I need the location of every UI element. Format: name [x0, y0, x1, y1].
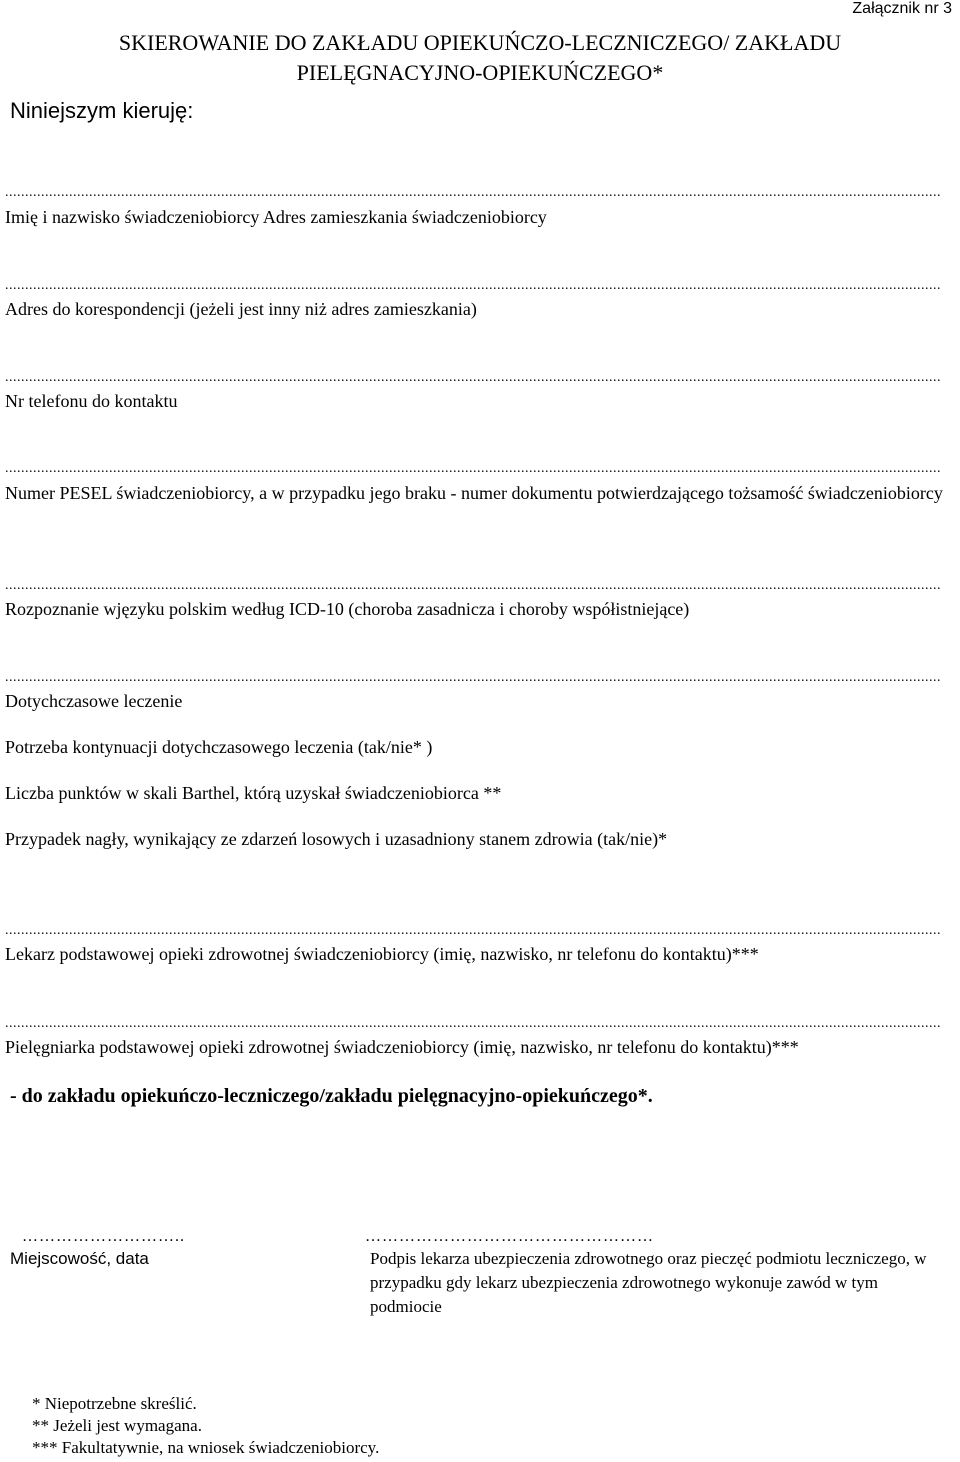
treatment-label: Dotychczasowe leczenie	[5, 691, 183, 711]
diagnosis-label: Rozpoznanie wjęzyku polskim według ICD-10 (choroba zasadnicza i choroby współistniejące)	[5, 599, 690, 619]
footnote-1: * Niepotrzebne skreślić.	[32, 1394, 197, 1413]
place-date-input-line[interactable]: ………………………..	[22, 1228, 185, 1245]
continuation-label: Potrzeba kontynuacji dotychczasowego leczenia (tak/nie* )	[5, 737, 433, 757]
emergency-label: Przypadek nagły, wynikający ze zdarzeń losowych i uzasadniony stanem zdrowia (tak/nie)*	[5, 829, 668, 849]
footnote-3: *** Fakultatywnie, na wniosek świadczeniobiorcy.	[32, 1438, 380, 1457]
diagnosis-input-line[interactable]: ..........................................................................................................................................................................................................................................	[5, 580, 941, 592]
gp-label: Lekarz podstawowej opieki zdrowotnej świadczeniobiorcy (imię, nazwisko, nr telefonu do kontaktu)***	[5, 944, 759, 964]
signature-input-line[interactable]: ……………………………………………	[365, 1228, 654, 1245]
name-address-label: Imię i nazwisko świadczeniobiorcy Adres zamieszkania świadczeniobiorcy	[5, 207, 547, 227]
form-title-line-1: SKIEROWANIE DO ZAKŁADU OPIEKUŃCZO-LECZNICZEGO/ ZAKŁADU	[118, 30, 842, 55]
nurse-label: Pielęgniarka podstawowej opieki zdrowotnej świadczeniobiorcy (imię, nazwisko, nr telefonu do kontaktu)***	[5, 1037, 799, 1057]
form-title	[0, 28, 960, 88]
place-date-label: Miejscowość, data	[10, 1249, 149, 1268]
correspondence-label: Adres do korespondencji (jeżeli jest inny niż adres zamieszkania)	[5, 299, 477, 319]
correspondence-input-line[interactable]: ..........................................................................................................................................................................................................................................	[5, 280, 941, 292]
form-title-line-2: PIELĘGNACYJNO-OPIEKUŃCZEGO*	[296, 60, 664, 85]
annex-number: Załącznik nr 3	[852, 0, 952, 17]
gp-input-line[interactable]: ..........................................................................................................................................................................................................................................	[5, 925, 941, 937]
treatment-input-line[interactable]: ..........................................................................................................................................................................................................................................	[5, 672, 941, 684]
footnote-2: ** Jeżeli jest wymagana.	[32, 1416, 202, 1435]
phone-input-line[interactable]: ..........................................................................................................................................................................................................................................	[5, 372, 941, 384]
barthel-label: Liczba punktów w skali Barthel, którą uzyskał świadczeniobiorca **	[5, 783, 502, 803]
destination-text: - do zakładu opiekuńczo-leczniczego/zakładu pielęgnacyjno-opiekuńczego*.	[10, 1085, 653, 1107]
name-address-input-line[interactable]: ..........................................................................................................................................................................................................................................	[5, 187, 941, 199]
nurse-input-line[interactable]: ..........................................................................................................................................................................................................................................	[5, 1018, 941, 1030]
pesel-label: Numer PESEL świadczeniobiorcy, a w przypadku jego braku - numer dokumentu potwierdzającego tożsamość świadczeniobiorcy	[5, 483, 943, 503]
intro-text: Niniejszym kieruję:	[10, 98, 194, 123]
pesel-input-line[interactable]: ..........................................................................................................................................................................................................................................	[5, 463, 941, 475]
signature-label: Podpis lekarza ubezpieczenia zdrowotnego oraz pieczęć podmiotu leczniczego, w przypadku gdy lekarz ubezpieczenia zdrowotnego wykonuje zawód w tym podmiocie	[370, 1249, 927, 1316]
phone-label: Nr telefonu do kontaktu	[5, 391, 178, 411]
